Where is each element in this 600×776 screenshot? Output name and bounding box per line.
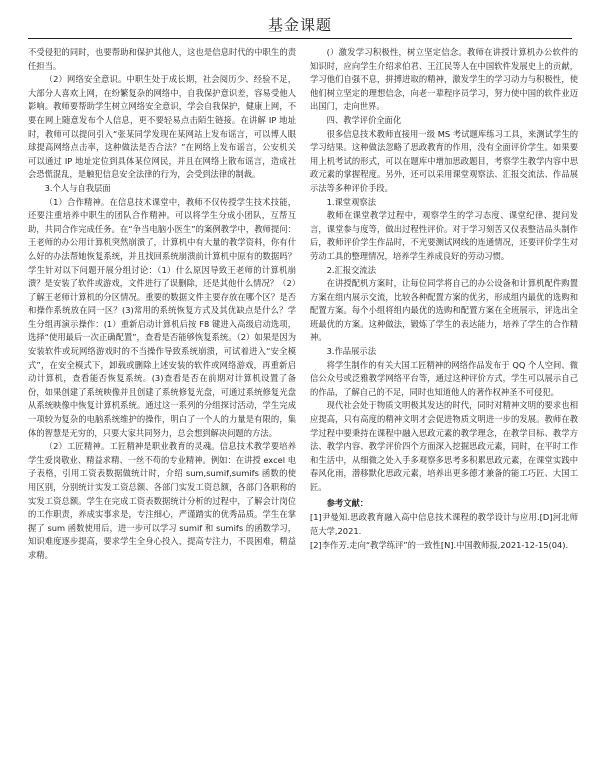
section-heading: 四、教学评价全面化 xyxy=(326,114,402,125)
paragraph: (）激发学习积极性，树立坚定信念。教师在讲授计算机办公软件的知识时，应向学生介绍求伯君、王江民等人在中国软件发展史上的贡献，学习他们自强不息，拼搏进取的精神，激发学生的学习动力与积极性，使他们树立坚定的理想信念，向老一辈程序员学习，努力使中国的软件业迈出国门，走向世界。 xyxy=(310,47,578,112)
paragraph: 现代社会处于物质文明极其发达的时代，同时对精神文明的要求也相应提高，只有高度的精神文明才会促进物质文明进一步的发展。教师在教学过程中要秉持在课程中融入思政元素的教学理念，在教学目标、教学方法、教学内容、教学评价四个方面深入挖掘思政元素，同时，在平时工作和生活中，从细微之处入手多观察多思考多积累思政元素，在课堂实践中春风化雨，潜移默化思政元素，培养出更多德才兼备的能工巧匠、大国工匠。 xyxy=(310,400,578,492)
paragraph: 不受侵犯的同时，也要帮助和保护其他人，这也是信息时代的中职生的责任担当。 xyxy=(28,47,296,71)
subsection-heading: 2.汇报交流法 xyxy=(326,264,376,275)
section-heading: 3.个人与自我层面 xyxy=(44,182,111,193)
reference-item: [2]李作芳.走向“教学练评”的一致性[N].中国教师报,2021-12-15(04). xyxy=(310,540,569,551)
references-heading: 参考文献： xyxy=(326,497,369,508)
paragraph: 在讲授配机方案时，让每位同学将自己的办公设备和计算机配件购置方案在组内展示交流，比较各种配置方案的优劣，形成组内最优的选购和配置方案。每个小组将组内最优的选购和配置方案在全班展示，评选出全班最优的方案。这种做法，锻炼了学生的表达能力，培养了学生的合作精神。 xyxy=(310,278,578,343)
subsection-heading: 3.作品展示法 xyxy=(326,346,376,357)
paragraph: （2）网络安全意识。中职生处于成长期，社会阅历少、经验不足，大部分人喜欢上网，在纷繁复杂的网络中，自我保护意识差，容易受他人影响。教师要帮助学生树立网络安全意识，学会自我保护，健康上网，不要在网上随意发布个人信息，更不要轻易点击陌生链接。在讲解 IP 地址时，教师可以提问引入“张某同学发现在某网站上发布谣言，可以博人眼球提高网络点击率，这种做法是否合法？”在网络上发布谣言，公安机关可以通过 IP 地址定位到具体某位网民，并且在网络上散布谣言，造成社会恐慌混乱，是触犯信息安全法律的行为，会受到法律的制裁。 xyxy=(28,74,296,180)
right-column xyxy=(310,46,578,768)
paragraph: 将学生制作的有关大国工匠精神的网络作品发布于 QQ 个人空间、微信公众号或泛雅教学网络平台等，通过这种评价方式，学生可以展示自己的作品，了解自己的不足，同时也知道他人的著作权神圣不可侵犯。 xyxy=(310,359,578,397)
subsection-heading: 1.课堂观察法 xyxy=(326,196,376,207)
reference-item: [1]尹曼知.思政教育融入高中信息技术课程的教学设计与应用.[D]河北师范大学,2021. xyxy=(310,512,578,536)
left-column xyxy=(28,46,296,768)
paragraph: （2）工匠精神。工匠精神是职业教育的灵魂。信息技术教学要培养学生爱岗敬业、精益求精、一丝不苟的专业精神。例如：在讲授 excel 电子表格，引用工资表数据做统计时，介绍 sum,sumif,sumifs 函数的使用区别，分别统计实发工资总额、各部门实发工资总额，各部门各职称的实发工资总额。学生在完成工资表数据统计分析的过程中，了解会计岗位的工作职责，养成实事求是，专注细心，严谨踏实的优秀品质。学生在掌握了 sum 函数使用后，进一步可以学习 sumif 和 sumifs 的函数学习，知识难度逐步提高，要求学生全身心投入，提高专注力，不畏困难，精益求精。 xyxy=(28,441,296,560)
paragraph: 教师在课堂教学过程中，观察学生的学习态度、课堂纪律、提问发言，课堂参与度等，做出过程性评价。对于学习刻苦又仪表整洁品头制作后，教师评价学生作品时，不光要测试网线的连通情况，还要评价学生对劳动工具的整理情况，培养学生养成良好的劳动习惯。 xyxy=(310,210,578,261)
running-header: 基金课题 xyxy=(28,12,572,39)
paragraph: （1）合作精神。在信息技术课堂中，教师不仅传授学生技术技能，还要注重培养中职生的团队合作精神。可以将学生分成小团队，互帮互助，共同合作完成任务。在“争当电脑小医生”的案例教学中，教师提问：王老师的办公用计算机突然崩溃了，计算机中有大量的教学资料，你有什么好的办法帮她恢复系统，并且找回系统崩溃前计算机中原有的数据吗？学生针对以下问题开展分组讨论：（1）什么原因导致王老师的计算机崩溃？是安装了软件或游戏，文件进行了误删除，还是其他什么情况？（2）了解王老师计算机的分区情况。重要的数据文件主要存放在哪个区？是否和操作系统放在同一区？(3)常用的系统恢复方式及其优缺点是什么？学生分组再演示操作：(1）重新启动计算机后按 F8 键进入高级启动选项，选择“使用最后一次正确配置”，查看是否能够恢复系统。（2）如果是因为安装软件或玩网络游戏时的不当操作导致系统崩溃，可试着进入“安全模式”，在安全模式下，卸载或删除上述安装的软件或网络游戏，再重新启动计算机，查看能否恢复系统。(3)查看是否在前期对计算机设置了备份，如果创建了系统映像并且创建了系统修复光盘，可通过系统修复光盘从系统映像中恢复计算机系统。通过这一系列的分组探讨活动，学生完成一项较为复杂的电脑系统维护的操作，明白了一个人的力量是有限的，集体的智慧是无穷的，只要大家共同努力，总会想到解决问题的方法。 xyxy=(28,196,296,438)
paragraph: 很多信息技术教师直接用一级 MS 考试题库练习工具，来测试学生的学习结果。这种做法忽略了思政教育的作用，没有全面评价学生。如果要用上机考试的形式，可以在题库中增加思政题目，考察学生教学内容中思政元素的掌握程度。另外，还可以采用课堂观察法、汇报交流法、作品展示法等多种评价手段。 xyxy=(310,128,578,193)
